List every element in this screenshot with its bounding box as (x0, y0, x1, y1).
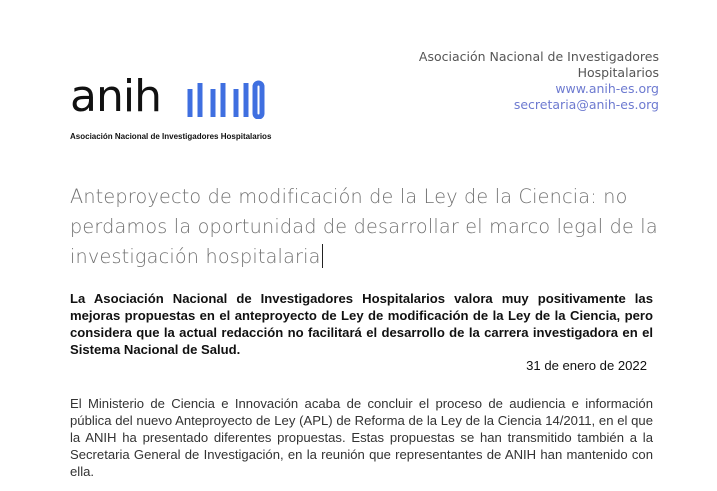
anih-logo (70, 71, 310, 149)
logo-subtitle: Asociación Nacional de Investigadores Hospitalarios (70, 132, 272, 141)
logo-mark-icon (186, 79, 266, 119)
logo-wordmark: anih (70, 71, 161, 122)
publication-date: 31 de enero de 2022 (526, 358, 647, 373)
website-link[interactable]: www.anih-es.org (555, 81, 659, 96)
org-name-line1: Asociación Nacional de Investigadores (418, 49, 659, 64)
email-link[interactable]: secretaria@anih-es.org (513, 97, 659, 112)
document-title (70, 182, 670, 272)
lead-paragraph: La Asociación Nacional de Investigadores Hospitalarios valora muy positivamente las mejoras propuestas en el anteproyecto de Ley de modificación de la Ley de la Ciencia, pero considera que la actual redacción no facilitará el desarrollo de la carrera investigadora en el Sistema Nacional de Salud. (70, 291, 653, 357)
text-cursor (322, 244, 324, 268)
org-name-line2: Hospitalarios (577, 65, 659, 80)
title-text: Anteproyecto de modificación de la Ley de la Ciencia: no perdamos la oportunidad de desarrollar el marco legal de la investigación hospitalaria (70, 185, 658, 268)
body-paragraph: El Ministerio de Ciencia e Innovación acaba de concluir el proceso de audiencia e información pública del nuevo Anteproyecto de Ley (APL) de Reforma de la Ley de la Ciencia 14/2011, en el que la ANIH ha presentado diferentes propuestas. Estas propuestas se han transmitido también a la Secretaria General de Investigación, en la reunión que representantes de ANIH han mantenido con ella. (70, 396, 653, 479)
contact-block (419, 49, 659, 113)
